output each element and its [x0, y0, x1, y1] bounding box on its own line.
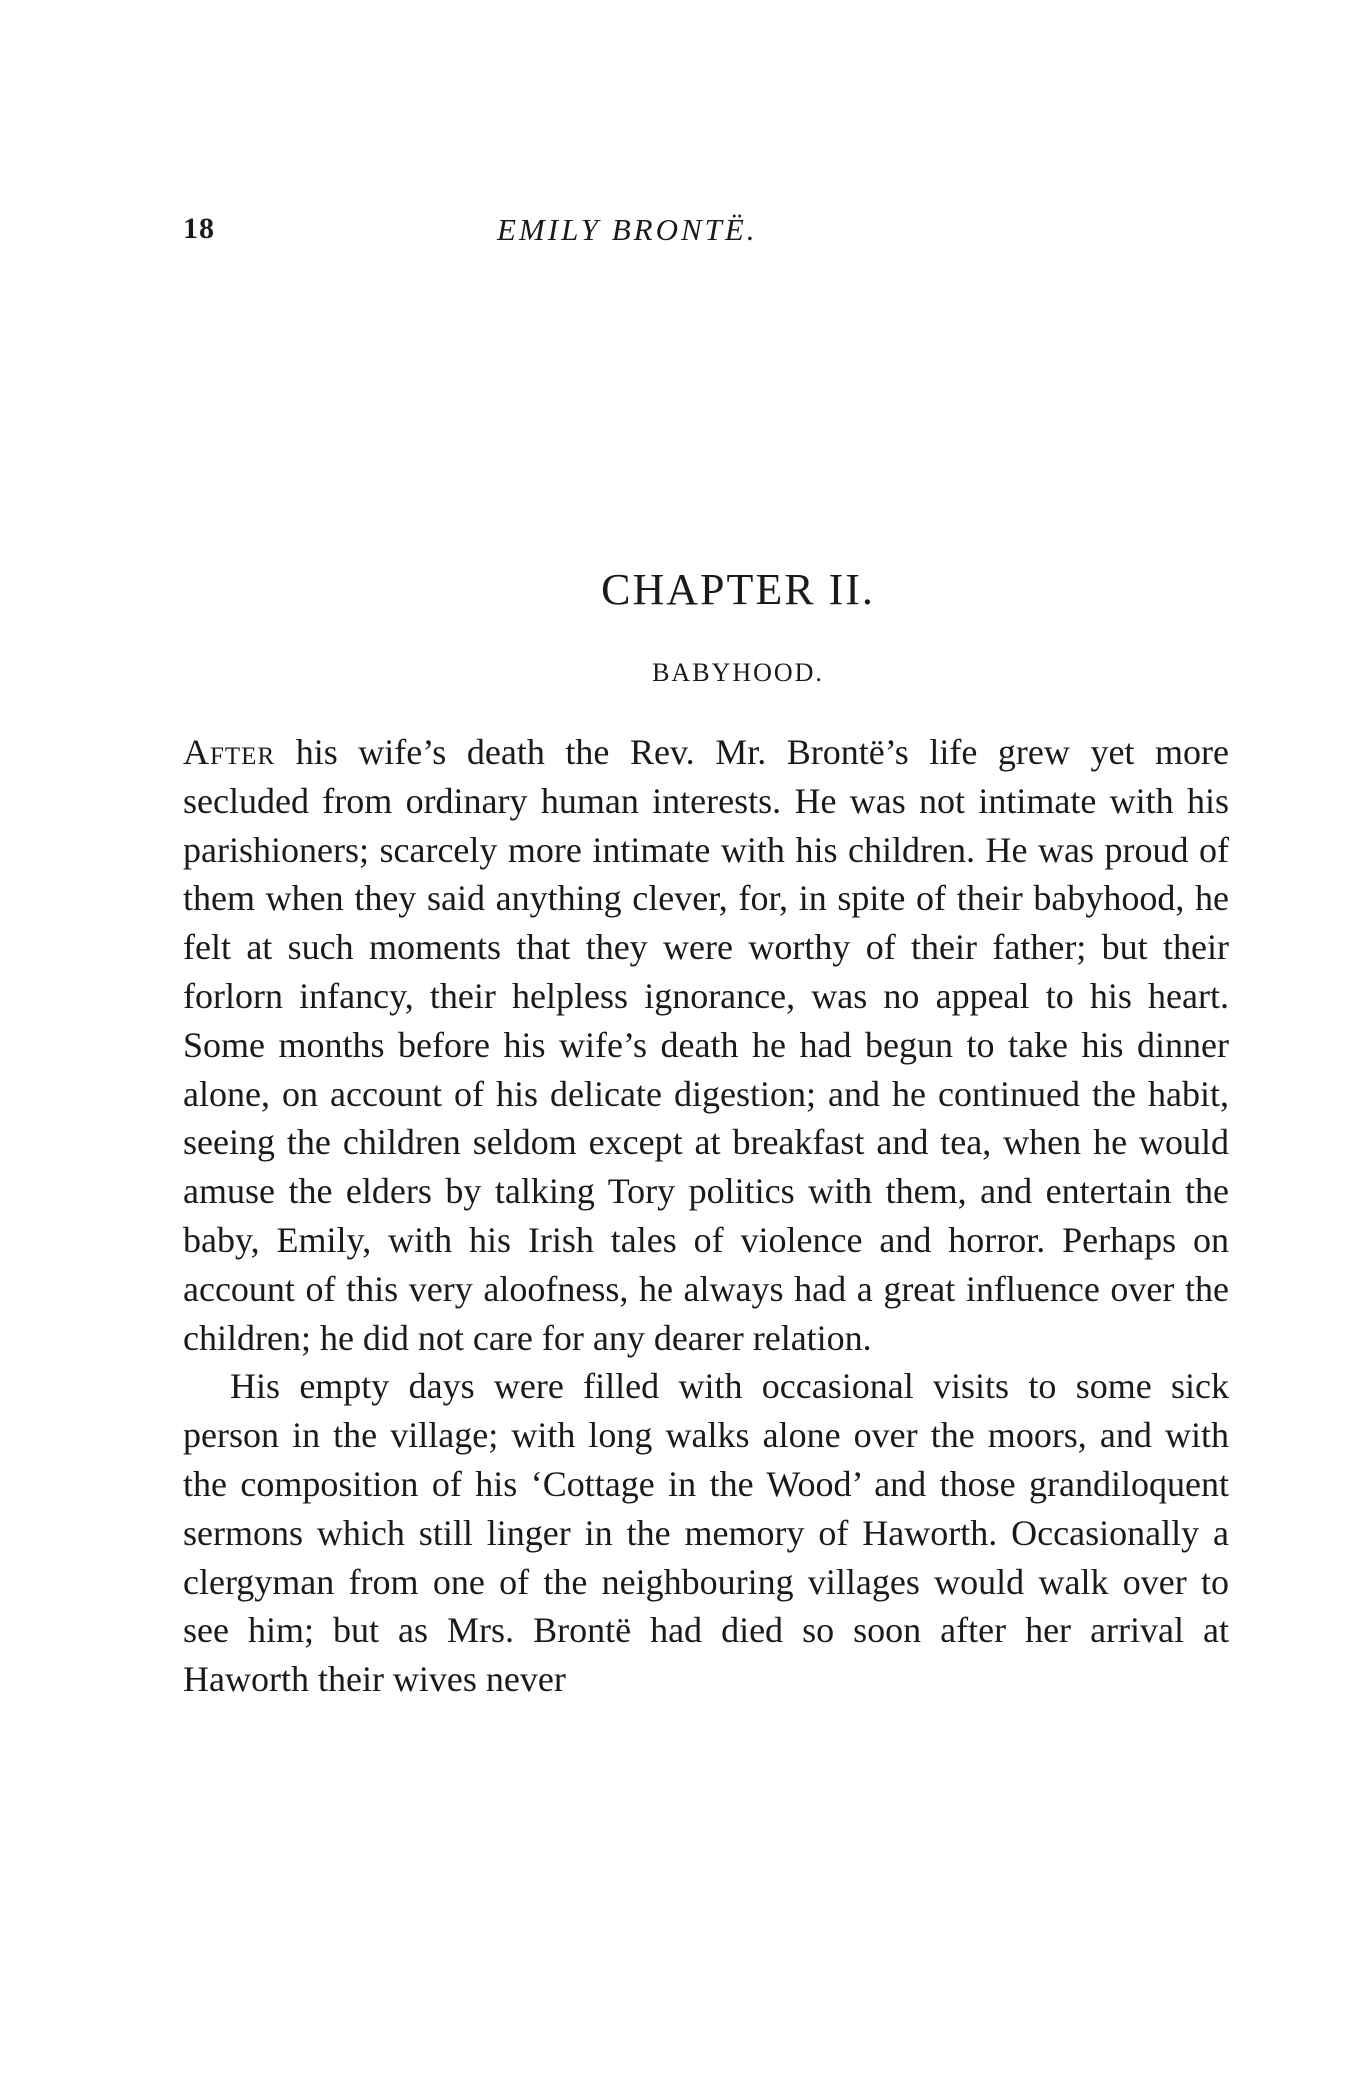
- paragraph-lead-word: After: [183, 732, 276, 772]
- page-number: 18: [183, 212, 215, 245]
- paragraph: [183, 728, 1229, 1362]
- chapter-title: CHAPTER II.: [601, 565, 875, 614]
- paragraph: [183, 1362, 1229, 1704]
- body-text: [183, 728, 1229, 1704]
- paragraph-text: His empty days were filled with occasional visits to some sick person in the village; with long walks alone over the moors, and with the composition of his ‘Cottage in the Wood’ and those grandiloquent sermons which still linger in the memory of Haworth. Occasionally a clergyman from one of the neighbouring villages would walk over to see him; but as Mrs. Brontë had died so soon after her arrival at Haworth their wives never: [183, 1366, 1229, 1700]
- running-head: [183, 212, 1233, 252]
- running-title: EMILY BRONTË.: [497, 212, 758, 247]
- chapter-subtitle: BABYHOOD.: [652, 658, 824, 687]
- paragraph-text: his wife’s death the Rev. Mr. Brontë’s life grew yet more secluded from ordinary human interests. He was not intimate with his parishioners; scarcely more intimate with his children. He was proud of them when they said anything clever, for, in spite of their babyhood, he felt at such moments that they were worthy of their father; but their forlorn infancy, their helpless ignorance, was no appeal to his heart. Some months before his wife’s death he had begun to take his dinner alone, on account of his delicate digestion; and he continued the habit, seeing the children seldom except at breakfast and tea, when he would amuse the elders by talking Tory politics with them, and entertain the baby, Emily, with his Irish tales of violence and horror. Perhaps on account of this very aloofness, he always had a great influence over the children; he did not care for any dearer relation.: [183, 732, 1229, 1358]
